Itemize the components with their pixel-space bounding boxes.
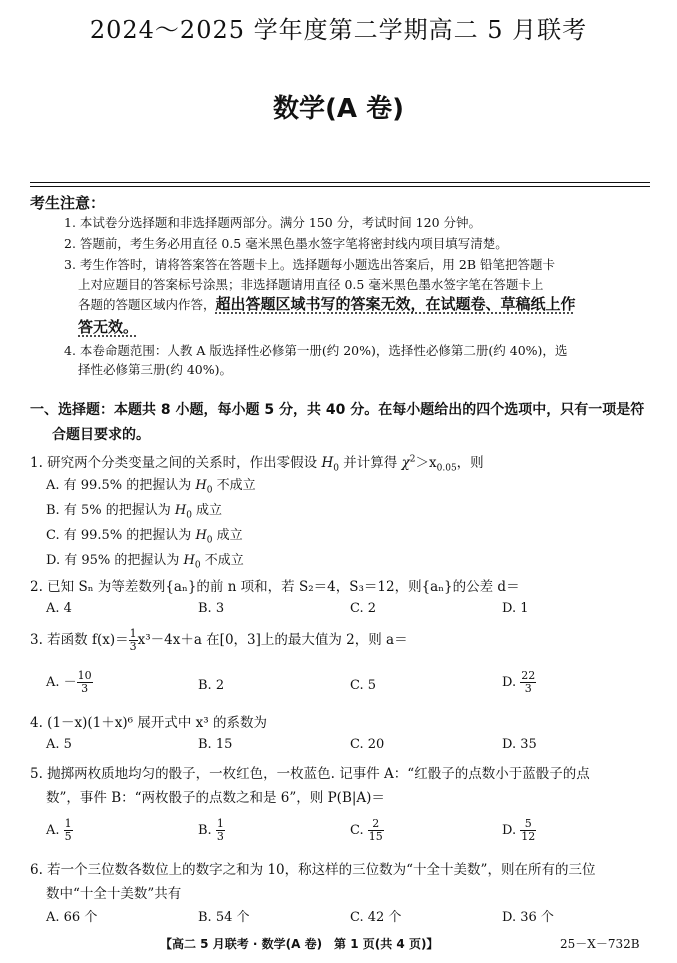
q1-post: ，则: [456, 455, 484, 471]
question-3: [30, 628, 408, 653]
divider-bottom: [30, 186, 650, 187]
question-6-line2: 数中“十全十美数”共有: [46, 886, 182, 902]
q3-option-d: D. $\frac{22}{3}$: [502, 669, 536, 695]
question-6: 6. 若一个三位数各数位上的数字之和为 10，称这样的三位数为“十全十美数”，则在所有的三位: [30, 862, 596, 878]
exam-title: 2024～2025 学年度第二学期高二 5 月联考: [89, 16, 588, 44]
q1-option-b: B. 有 5% 的把握认为 $H_0$ 成立: [46, 503, 223, 521]
q6-option-a: A. 66 个: [46, 910, 98, 925]
q3-option-c: C. 5: [350, 678, 377, 693]
q1-option-c: C. 有 99.5% 的把握认为 $H_0$ 成立: [46, 528, 243, 546]
q4-option-d: D. 35: [502, 737, 537, 752]
q1-chi-sup: 2: [409, 454, 416, 465]
q6-option-b: B. 54 个: [198, 910, 250, 925]
q2-option-d: D. 1: [502, 601, 529, 616]
q1-chi: χ: [401, 455, 410, 471]
question-5-line2: 数”，事件 B：“两枚骰子的点数之和是 6”，则 P(B|A)＝: [46, 790, 385, 806]
page-footer: 【高二 5 月联考 · 数学(A 卷) 第 1 页(共 4 页)】: [160, 937, 439, 951]
q2-option-c: C. 2: [350, 601, 377, 616]
q3-option-a: A. － $\frac{10}{3}$: [46, 669, 92, 695]
q3-fraction: $\frac{1}{3}$: [129, 627, 137, 653]
q1-x-sub: 0.05: [436, 463, 457, 474]
divider-top: [30, 182, 650, 183]
notice-item-2: 2. 答题前，考生务必用直径 0.5 毫米黑色墨水签字笔将密封线内项目填写清楚。: [64, 236, 508, 251]
q3-post: x³－4x＋a 在[0，3]上的最大值为 2，则 a＝: [137, 632, 408, 648]
section-heading: 一、选择题：本题共 8 小题，每小题 5 分，共 40 分。在每小题给出的四个选项中，只有一项是符: [30, 402, 645, 418]
question-5: 5. 抛掷两枚质地均匀的骰子，一枚红色，一枚蓝色. 记事件 A：“红骰子的点数小于蓝骰子的点: [30, 766, 590, 782]
notice-item-3-line2: 上对应题目的答案标号涂黑；非选择题请用直径 0.5 毫米黑色墨水签字笔在答题卡上: [78, 277, 544, 292]
notice-item-3: 3. 考生作答时，请将答案答在答题卡上。选择题每小题选出答案后，用 2B 铅笔把答题卡: [64, 257, 555, 272]
question-1: [30, 451, 484, 474]
subject-title: 数学(A 卷): [273, 94, 404, 124]
q5-option-c: C. $\frac{2}{15}$: [350, 817, 383, 843]
q1-h-sub: 0: [333, 463, 339, 474]
q1-option-d: D. 有 95% 的把握认为 $H_0$ 不成立: [46, 553, 244, 571]
q5-option-b: B. $\frac{1}{3}$: [198, 817, 224, 843]
q3-option-b: B. 2: [198, 678, 225, 693]
q4-option-b: B. 15: [198, 737, 233, 752]
notice-item-4-line2: 择性必修第三册(约 40%)。: [78, 362, 233, 377]
q1-option-a: A. 有 99.5% 的把握认为 $H_0$ 不成立: [46, 478, 256, 496]
q1-h: H: [321, 455, 334, 471]
notice-emphasis-end: 答无效。: [78, 318, 139, 336]
page-code: 25－X－732B: [560, 937, 640, 951]
q5-option-d: D. $\frac{5}{12}$: [502, 817, 536, 843]
section-heading-line2: 合题目要求的。: [52, 427, 150, 443]
q6-option-d: D. 36 个: [502, 910, 554, 925]
q1-mid: 并计算得: [338, 455, 402, 471]
q6-option-c: C. 42 个: [350, 910, 402, 925]
q4-option-a: A. 5: [46, 737, 72, 752]
question-2: 2. 已知 Sₙ 为等差数列{aₙ}的前 n 项和，若 S₂＝4，S₃＝12，则{aₙ}的公差 d＝: [30, 579, 520, 595]
notice-item-4: 4. 本卷命题范围：人教 A 版选择性必修第一册(约 20%)，选择性必修第二册(约 40%)，选: [64, 343, 568, 358]
notice-emphasis: 超出答题区域书写的答案无效，在试题卷、草稿纸上作: [215, 295, 576, 313]
notice-item-3-text: 各题的答题区域内作答，: [78, 297, 216, 312]
notice-title: 考生注意：: [30, 194, 106, 212]
notice-item-1: 1. 本试卷分选择题和非选择题两部分。满分 150 分，考试时间 120 分钟。: [64, 215, 482, 230]
q2-option-a: A. 4: [46, 601, 72, 616]
q1-gt: ＞x: [415, 455, 437, 471]
q3-text: 3. 若函数 f(x)＝: [30, 632, 129, 648]
q1-text: 1. 研究两个分类变量之间的关系时，作出零假设: [30, 455, 322, 471]
question-4: 4. (1－x)(1＋x)⁶ 展开式中 x³ 的系数为: [30, 715, 267, 731]
q4-option-c: C. 20: [350, 737, 385, 752]
q5-option-a: A. $\frac{1}{5}$: [46, 817, 72, 843]
notice-item-3-line3: [78, 296, 576, 313]
q2-option-b: B. 3: [198, 601, 225, 616]
